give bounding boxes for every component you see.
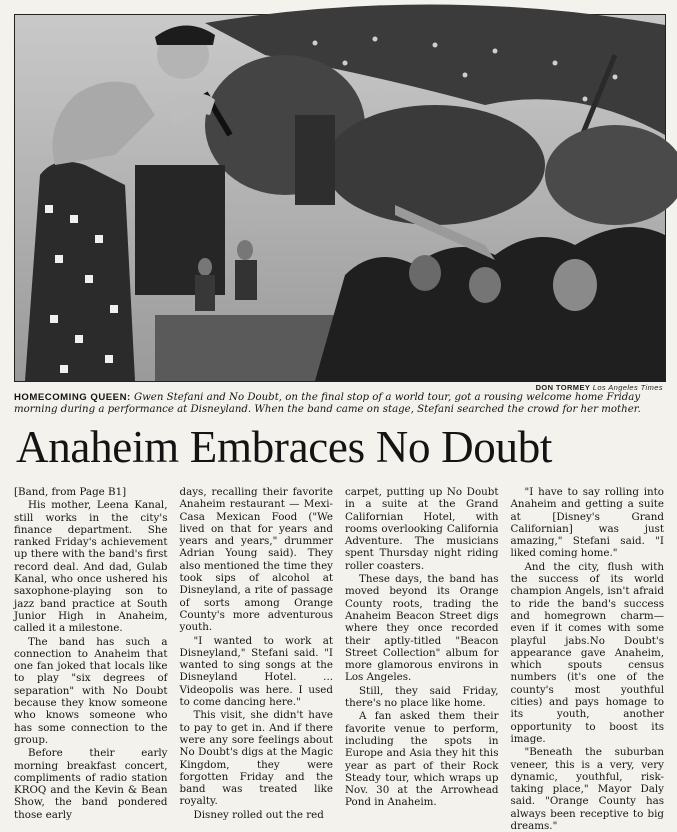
paragraph: "I wanted to work at Disneyland," Stefani said. "I wanted to sing songs at the Disneyland Hotel. ... Videopolis was here. I used to come dancing here."	[179, 634, 333, 709]
photo-credit-name: DON TORMEY	[535, 383, 591, 392]
paragraph: Still, they said Friday, there's no place like home.	[345, 684, 499, 710]
paragraph: "I have to say rolling into Anaheim and getting a suite at [Disney's Grand Californian] was just amazing," Stefani said. "I liked coming home."	[510, 486, 664, 560]
article-column-2	[179, 486, 334, 821]
paragraph: Before their early morning breakfast concert, compliments of radio station KROQ and the Kevin & Bean Show, the band pondered those early	[14, 747, 168, 821]
paragraph: His mother, Leena Kanal, still works in the city's finance department. She ranked Friday's achievement up there with the band's first record deal. And dad, Gulab Kanal, who once ushered his saxophone-playing son to jazz band practice at South Junior High in Anaheim, called it a milestone.	[14, 499, 168, 635]
paragraph: The band has such a connection to Anaheim that one fan joked that locals like to play "six degrees of separation" with No Doubt because they know someone who knows someone who has some connection to the group.	[14, 635, 168, 746]
caption-text: Gwen Stefani and No Doubt, on the final stop of a world tour, got a rousing welcome home Friday morning during a performance at Disneyland. When the band came on stage, Stefani searched the crowd for her mother.	[14, 392, 641, 416]
paragraph: "Beneath the suburban veneer, this is a very, very dynamic, youthful, risk-taking place," Mayor Daly said. "Orange County has always been receptive to big dreams."	[510, 746, 664, 832]
article-column-3	[345, 486, 499, 809]
concert-photo	[14, 14, 666, 382]
paragraph: This visit, she didn't have to pay to get in. And if there were any sore feelings about No Doubt's digs at the Magic Kingdom, they were forgotten Friday and the band was treated like royalty.	[179, 709, 333, 808]
concert-photo-icon	[15, 15, 665, 381]
photo-credit	[536, 383, 663, 392]
photo-credit-outlet: Los Angeles Times	[592, 383, 663, 392]
paragraph: And the city, flush with the success of its world champion Angels, isn't afraid to ride the band's success and homegrown charm—even if it comes with some playful jabs.No Doubt's appearance gave Anaheim, which spouts census numbers (it's one of the county's most youthful cities) and pays homage to its youth, another opportunity to boost its image.	[510, 560, 664, 745]
paragraph: A fan asked them their favorite venue to perform, including the spots in Europe and Asia they hit this year as part of their Rock Steady tour, which wraps up Nov. 30 at the Arrowhead Pond in Anaheim.	[345, 710, 499, 809]
caption-kicker: HOMECOMING QUEEN:	[14, 392, 131, 403]
article-column-1	[14, 486, 168, 821]
photo-caption	[14, 392, 664, 417]
article-body	[14, 486, 664, 832]
paragraph: days, recalling their favorite Anaheim restaurant — Mexi-Casa Mexican Food ("We lived on that for years and years and years," drummer Adrian Young said). They also mentioned the time they took sips of alcohol at Disneyland, a rite of passage of sorts among Orange County's more adventurous youth.	[179, 486, 333, 634]
article-column-4	[510, 486, 665, 832]
headline: Anaheim Embraces No Doubt	[16, 422, 553, 472]
paragraph: Disney rolled out the red	[193, 808, 324, 821]
jump-line: [Band, from Page B1]	[14, 486, 127, 498]
paragraph: These days, the band has moved beyond its Orange County roots, trading the Anaheim Beacon Street digs where they once recorded their aptly-titled "Beacon Street Collection" album for more glamorous environs in Los Angeles.	[345, 573, 499, 684]
paragraph: carpet, putting up No Doubt in a suite at the Grand Californian Hotel, with rooms overlooking California Adventure. The musicians spent Thursday night riding roller coasters.	[345, 486, 499, 572]
